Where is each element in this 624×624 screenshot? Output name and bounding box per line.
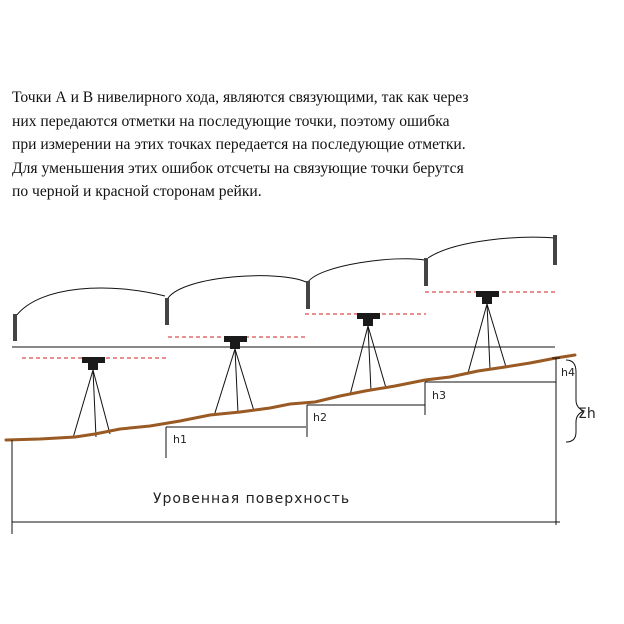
station-arcs <box>16 237 556 316</box>
label-sum-h: Σh <box>578 406 596 422</box>
arc-2 <box>168 276 306 298</box>
arc-3 <box>308 259 425 282</box>
paragraph-line: них передаются отметки на последующие точки, поэтому ошибка <box>12 112 450 130</box>
instrument-1 <box>73 357 110 438</box>
paragraph-line: при измерении на этих точках передается на последующие отметки. <box>12 136 466 154</box>
label-h3: h3 <box>432 389 446 402</box>
label-level-surface: Уровенная поверхность <box>153 491 351 507</box>
staff-1 <box>13 314 17 341</box>
label-h2: h2 <box>313 411 327 424</box>
staff-5 <box>553 235 557 265</box>
staff-3 <box>306 281 310 309</box>
arc-4 <box>428 237 556 258</box>
sight-lines <box>22 292 556 358</box>
paragraph-line: Точки А и В нивелирного хода, являются связующими, так как через <box>12 89 469 106</box>
paragraph-line: по черной и красной сторонам рейки. <box>12 183 262 201</box>
paragraph-line: Для уменьшения этих ошибок отсчеты на связующие точки берутся <box>12 159 464 177</box>
label-h4: h4 <box>561 366 575 379</box>
arc-1 <box>16 288 165 316</box>
instrument-2 <box>214 336 254 416</box>
staff-2 <box>165 298 169 325</box>
instrument-3 <box>350 313 386 395</box>
label-h1: h1 <box>173 433 187 446</box>
instrument-4 <box>468 291 506 373</box>
staff-4 <box>424 258 428 286</box>
